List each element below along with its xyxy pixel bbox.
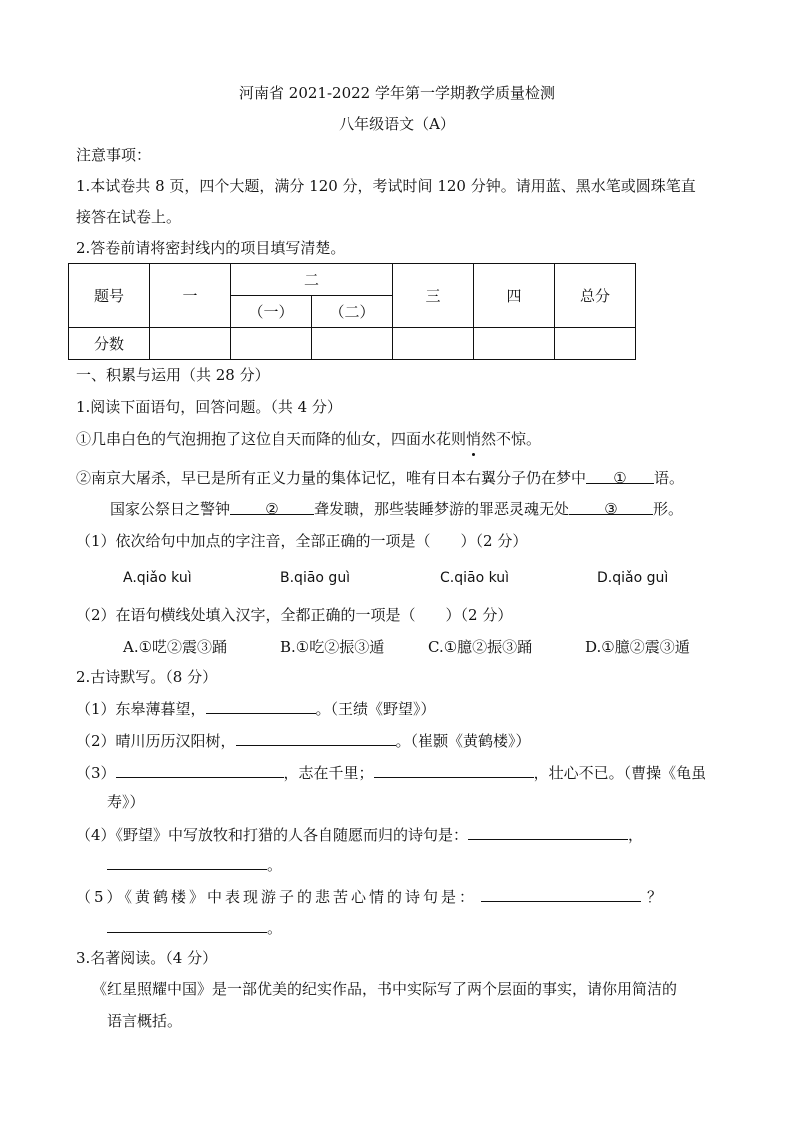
q1-s1-marked-char-2: 然 <box>481 430 497 448</box>
q1-sub1-option-a[interactable]: A.qiǎo kuì <box>123 570 192 586</box>
score-table-col-total: 总分 <box>555 264 636 328</box>
q2-item-4-line-2 <box>107 853 282 876</box>
q1-sub1-option-c[interactable]: C.qiāo kuì <box>440 570 510 586</box>
score-table-col-4: 四 <box>474 264 555 328</box>
q2-item-4-mid: ， <box>628 826 644 844</box>
exam-subtitle: 八年级语文（A） <box>339 115 455 133</box>
q2-item-1-text: （1）东皋薄暮望， <box>76 700 206 718</box>
q1-sentence-1 <box>76 428 541 450</box>
q1-s2-text: ②南京大屠杀，早已是所有正义力量的集体记忆，唯有日本右翼分子仍在梦中 <box>76 469 587 487</box>
poem-blank-5[interactable] <box>468 823 628 840</box>
poem-blank-6[interactable] <box>107 853 267 870</box>
q2-item-5 <box>76 885 665 908</box>
score-cell-1[interactable] <box>150 328 231 360</box>
q1-sentence-2-line-2 <box>110 498 683 520</box>
score-cell-3[interactable] <box>393 328 474 360</box>
q2-item-1 <box>76 697 436 720</box>
q1-sub2-option-d[interactable]: D.①臆②震③遁 <box>585 638 690 656</box>
score-cell-2-1[interactable] <box>231 328 312 360</box>
fill-blank-2[interactable]: ② <box>230 498 314 515</box>
q2-item-4-text: （4）《野望》中写放牧和打猎的人各自随愿而归的诗句是： <box>76 826 469 844</box>
notes-item-1-line-1: 1.本试卷共 8 页，四个大题，满分 120 分，考试时间 120 分钟。请用蓝、黑水笔或圆珠笔直 <box>76 177 696 195</box>
q1-s2-line2-a: 国家公祭日之警钟 <box>110 500 231 518</box>
q2-item-2-source: 。（崔颢《黄鹤楼》） <box>395 732 531 750</box>
poem-blank-7[interactable] <box>481 885 641 902</box>
poem-blank-8[interactable] <box>107 916 267 933</box>
poem-blank-4[interactable] <box>374 761 534 778</box>
fill-blank-3[interactable]: ③ <box>569 498 653 515</box>
q2-item-5-end: 。 <box>267 919 283 937</box>
q2-item-2 <box>76 729 531 752</box>
notes-item-2: 2.答卷前请将密封线内的项目填写清楚。 <box>76 239 346 257</box>
poem-blank-2[interactable] <box>236 729 396 746</box>
q2-item-4 <box>76 823 643 846</box>
q1-sub-2: （2）在语句横线处填入汉字，全都正确的一项是（ ）（2 分） <box>76 606 513 624</box>
q2-item-1-source: 。（王绩《野望》） <box>315 700 436 718</box>
q2-item-3-source: ，壮心不已。（曹操《龟虽 <box>533 764 707 782</box>
section-1-heading: 一、积累与运用（共 28 分） <box>76 366 270 384</box>
q3-text-line-1: 《红星照耀中国》是一部优美的纪实作品，书中实际写了两个层面的事实，请你用简洁的 <box>92 980 678 998</box>
q2-item-3-line-2: 寿》） <box>107 793 145 811</box>
score-table-col-2-sub-2: （二） <box>312 296 393 328</box>
score-table-col-2: 二 <box>231 264 393 296</box>
poem-blank-3[interactable] <box>116 761 284 778</box>
q1-s1-marked-char-1: 悄 <box>466 430 482 448</box>
exam-title: 河南省 2021-2022 学年第一学期教学质量检测 <box>239 84 555 102</box>
score-cell-2-2[interactable] <box>312 328 393 360</box>
score-table-score-label: 分数 <box>69 328 150 360</box>
fill-blank-1[interactable]: ① <box>586 467 654 484</box>
poem-blank-1[interactable] <box>206 697 316 714</box>
q3-prompt: 3.名著阅读。（4 分） <box>76 949 218 967</box>
notes-heading: 注意事项： <box>76 146 152 164</box>
q1-s1-text-end: 不惊。 <box>496 430 542 448</box>
score-cell-total[interactable] <box>555 328 636 360</box>
q2-item-3-mid: ，志在千里； <box>283 764 374 782</box>
q2-item-3-label: （3） <box>76 764 116 782</box>
score-table-col-2-sub-1: （一） <box>231 296 312 328</box>
q1-sub-1: （1）依次给句中加点的字注音，全部正确的一项是（ ）（2 分） <box>76 532 528 550</box>
q1-sub2-option-c[interactable]: C.①臆②振③踊 <box>428 638 533 656</box>
q1-s1-text: ①几串白色的气泡拥抱了这位自天而降的仙女，四面水花则 <box>76 430 467 448</box>
score-table <box>68 263 636 360</box>
q1-s2-line2-b: 聋发聩，那些装睡梦游的罪恶灵魂无处 <box>314 500 570 518</box>
q1-sub1-option-d[interactable]: D.qiǎo guì <box>597 570 669 586</box>
score-cell-4[interactable] <box>474 328 555 360</box>
q1-sub2-option-b[interactable]: B.①吃②振③遁 <box>280 638 385 656</box>
score-table-col-1: 一 <box>150 264 231 328</box>
q2-item-4-end: 。 <box>267 856 283 874</box>
notes-item-1-line-2: 接答在试卷上。 <box>76 208 182 226</box>
q1-s2-text-end: 语。 <box>654 469 685 487</box>
score-table-col-3: 三 <box>393 264 474 328</box>
q2-item-5-mid: ？ <box>647 888 666 906</box>
q1-sentence-2-line-1 <box>76 467 684 489</box>
q1-prompt: 1.阅读下面语句，回答问题。（共 4 分） <box>76 398 342 416</box>
q2-item-3 <box>76 761 706 784</box>
score-table-header-label: 题号 <box>69 264 150 328</box>
q1-sub1-option-b[interactable]: B.qiāo guì <box>280 570 351 586</box>
q3-text-line-2: 语言概括。 <box>107 1012 183 1030</box>
q1-sub2-option-a[interactable]: A.①呓②震③踊 <box>123 638 228 656</box>
q2-item-5-text: （5）《黄鹤楼》中表现游子的悲苦心情的诗句是： <box>76 888 478 906</box>
q1-s2-line2-c: 形。 <box>653 500 684 518</box>
q2-item-2-text: （2）晴川历历汉阳树， <box>76 732 236 750</box>
q2-prompt: 2.古诗默写。（8 分） <box>76 668 218 686</box>
q2-item-5-line-2 <box>107 916 282 939</box>
